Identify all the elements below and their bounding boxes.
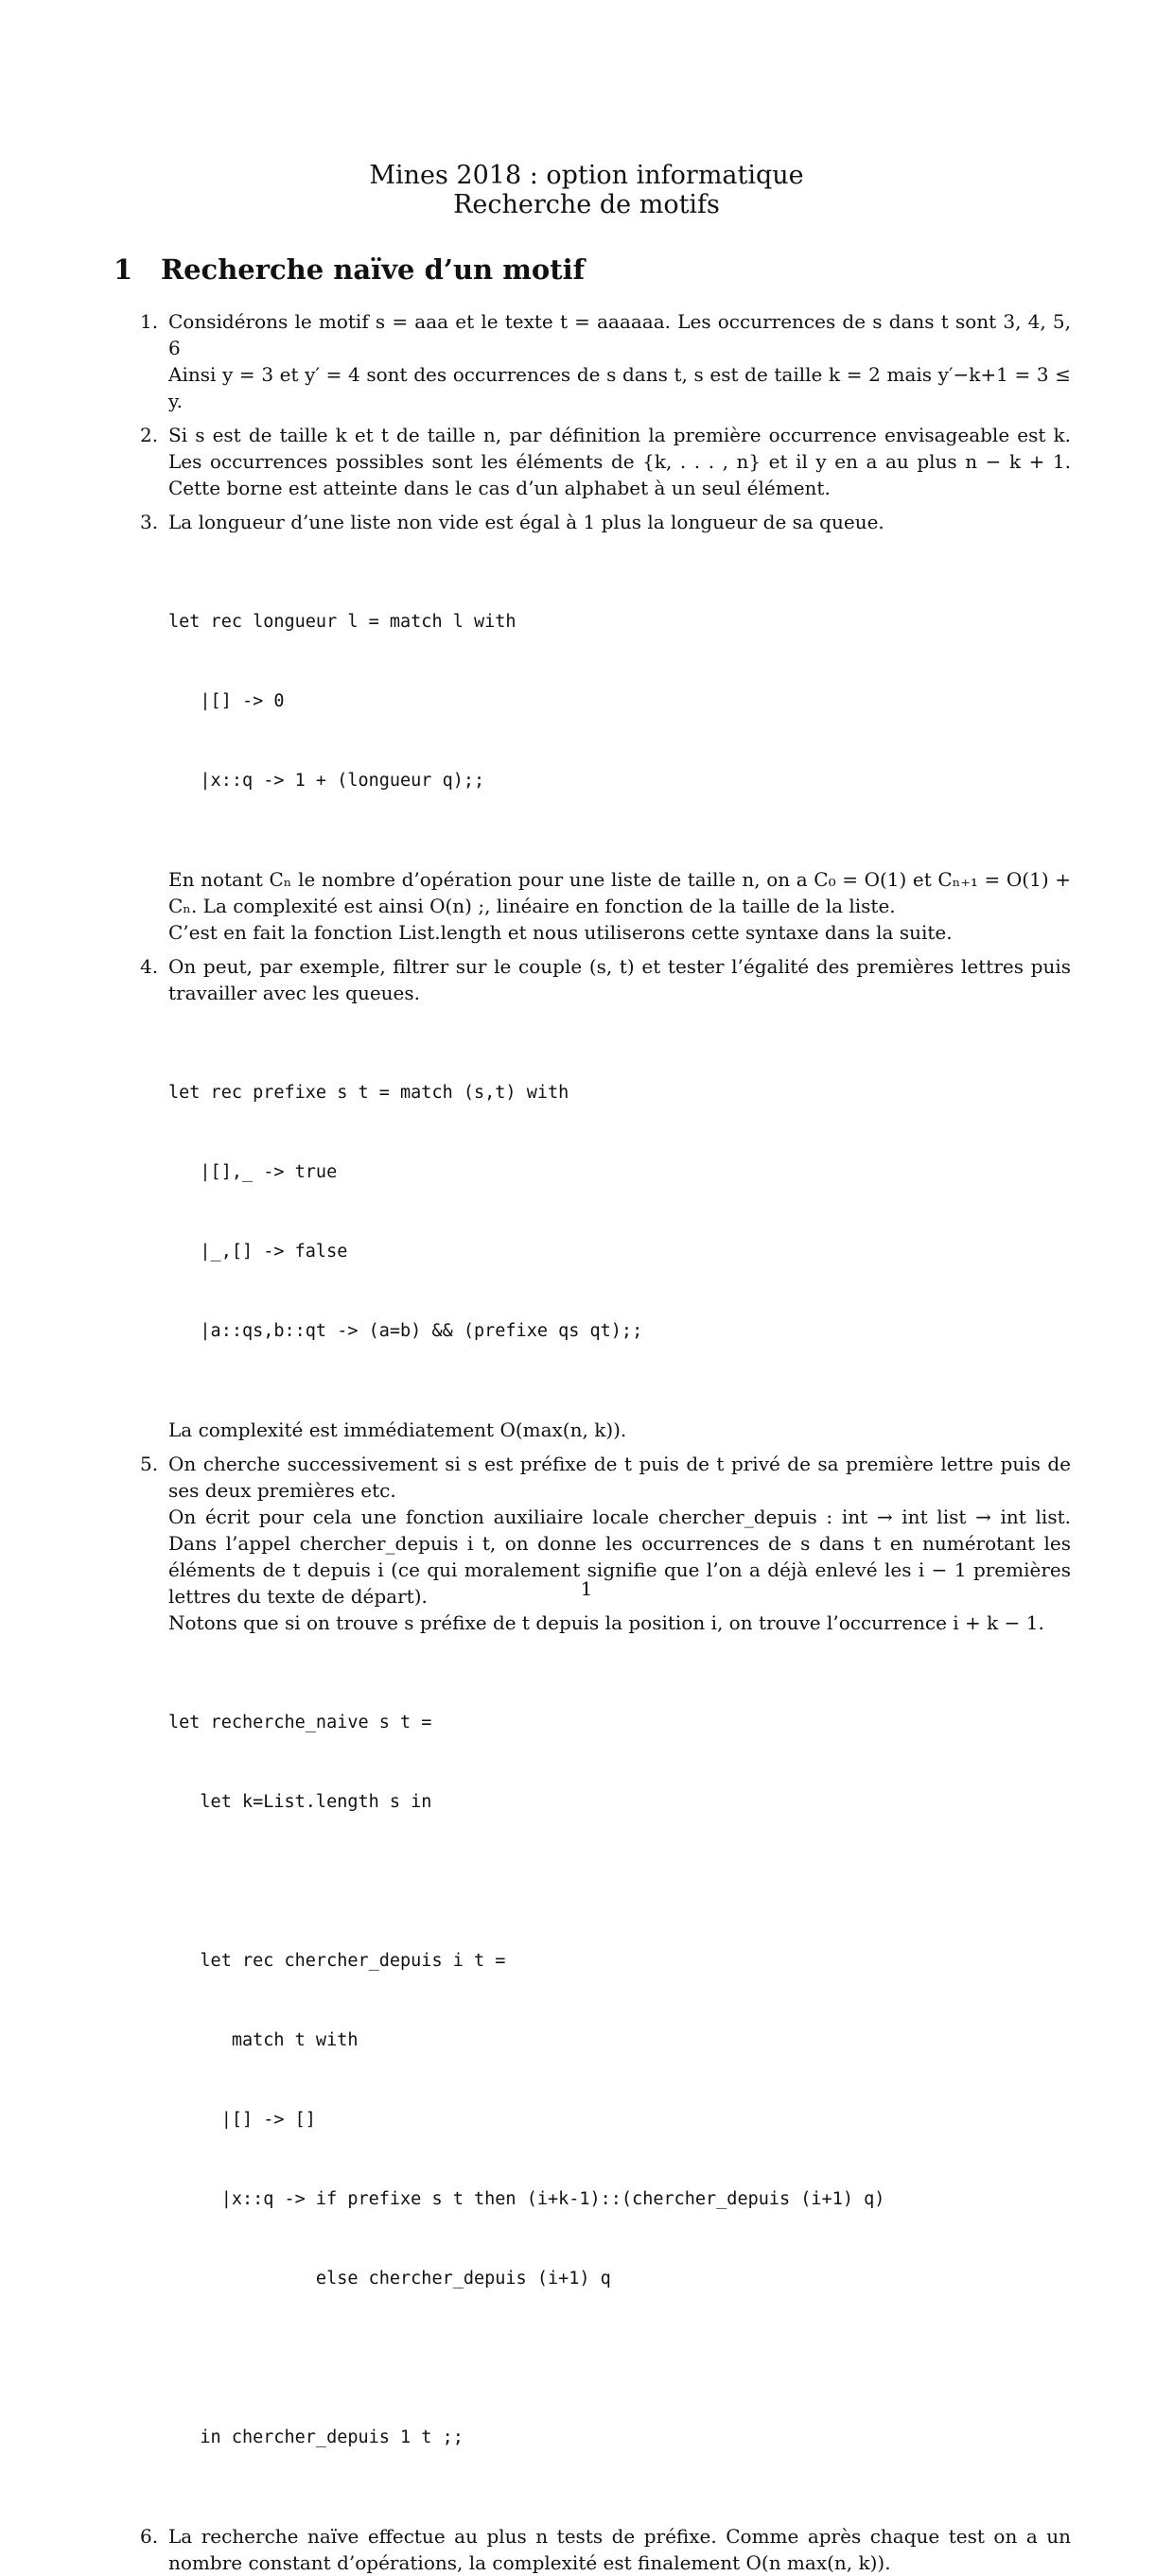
item-paragraph: Considérons le motif s = aaa et le texte t = aaaaaa. Les occurrences de s dans t sont 3, 4, 5, 6 bbox=[168, 310, 1071, 359]
code-line bbox=[168, 1869, 1071, 1895]
code-line: |x::q -> if prefixe s t then (i+k-1)::(chercher_depuis (i+1) q) bbox=[168, 2189, 885, 2209]
item-number: 1. bbox=[140, 310, 159, 333]
code-line: |a::qs,b::qt -> (a=b) && (prefixe qs qt);; bbox=[168, 1321, 643, 1341]
item-paragraph: La recherche naïve effectue au plus n tests de préfixe. Comme après chaque test on a un nombre constant d’opérations, la complexité est finalement O(n max(n, k)). bbox=[168, 2525, 1071, 2574]
code-line: let rec chercher_depuis i t = bbox=[168, 1951, 506, 1971]
code-line: let rec prefixe s t = match (s,t) with bbox=[168, 1083, 569, 1103]
code-block bbox=[168, 1027, 1071, 1398]
code-line: |x::q -> 1 + (longueur q);; bbox=[168, 771, 485, 791]
item-paragraph: Ainsi y = 3 et y′ = 4 sont des occurrences de s dans t, s est de taille k = 2 mais y′−k+1 = 3 ≤ y. bbox=[168, 363, 1071, 412]
code-line: let recherche_naive s t = bbox=[168, 1713, 432, 1732]
answer-item-1 bbox=[140, 308, 1071, 414]
section-title: Recherche naïve d’un motif bbox=[161, 253, 586, 286]
code-line: let rec longueur l = match l with bbox=[168, 612, 516, 632]
document-title bbox=[0, 161, 1173, 219]
answer-list bbox=[0, 308, 1173, 2576]
item-paragraph: On cherche successivement si s est préfixe de t puis de t privé de sa première lettre puis de ses deux premières etc. bbox=[168, 1453, 1071, 1502]
code-line: let k=List.length s in bbox=[168, 1792, 432, 1812]
answer-item-5 bbox=[140, 1451, 1071, 2504]
item-paragraph: C’est en fait la fonction List.length et nous utiliserons cette syntaxe dans la suite. bbox=[168, 921, 953, 944]
code-block bbox=[168, 556, 1071, 847]
item-number: 3. bbox=[140, 511, 159, 533]
item-paragraph: On écrit pour cela une fonction auxiliaire locale chercher_depuis : int → int list → int list. Dans l’appel chercher_depuis i t, on donne les occurrences de s dans t en numérotant les éléments de t depuis i (ce qui moralement signifie que l’on a déjà enlevé les i − 1 premières lettres du texte de départ). bbox=[168, 1506, 1071, 1608]
answer-item-6 bbox=[140, 2523, 1071, 2576]
item-paragraph: Notons que si on trouve s préfixe de t depuis la position i, on trouve l’occurrence i + k − 1. bbox=[168, 1611, 1044, 1634]
answer-item-3 bbox=[140, 509, 1071, 946]
code-line: |[] -> 0 bbox=[168, 691, 285, 711]
item-paragraph: La complexité est immédiatement O(max(n, k)). bbox=[168, 1419, 627, 1441]
code-line: match t with bbox=[168, 2030, 359, 2050]
code-line: |[],_ -> true bbox=[168, 1162, 338, 1182]
item-paragraph: La longueur d’une liste non vide est égal à 1 plus la longueur de sa queue. bbox=[168, 511, 884, 533]
title-line-1: Mines 2018 : option informatique bbox=[369, 161, 804, 190]
item-paragraph: En notant Cₙ le nombre d’opération pour une liste de taille n, on a C₀ = O(1) et Cₙ₊₁ = O(1) + Cₙ. La complexité est ainsi O(n) ;, linéaire en fonction de la taille de la liste. bbox=[168, 868, 1071, 917]
item-number: 6. bbox=[140, 2525, 159, 2548]
section-number: 1 bbox=[114, 253, 133, 286]
code-line: else chercher_depuis (i+1) q bbox=[168, 2269, 611, 2289]
section-heading bbox=[114, 253, 585, 286]
code-line: |[] -> [] bbox=[168, 2110, 316, 2130]
code-line: |_,[] -> false bbox=[168, 1242, 348, 1262]
code-line: in chercher_depuis 1 t ;; bbox=[168, 2428, 464, 2447]
item-number: 2. bbox=[140, 424, 159, 446]
title-line-2: Recherche de motifs bbox=[453, 190, 720, 219]
item-paragraph: Si s est de taille k et t de taille n, par définition la première occurrence envisageable est k. Les occurrences possibles sont les éléments de {k, . . . , n} et il y en a au plus n − k + 1. Cette borne est atteinte dans le cas d’un alphabet à un seul élément. bbox=[168, 424, 1071, 499]
item-number: 4. bbox=[140, 955, 159, 978]
item-number: 5. bbox=[140, 1453, 159, 1475]
code-line bbox=[168, 2345, 1071, 2372]
code-block bbox=[168, 1657, 1071, 2504]
answer-item-4 bbox=[140, 953, 1071, 1443]
item-paragraph: On peut, par exemple, filtrer sur le couple (s, t) et tester l’égalité des premières lettres puis travailler avec les queues. bbox=[168, 955, 1071, 1004]
page-number: 1 bbox=[580, 1577, 593, 1600]
answer-item-2 bbox=[140, 422, 1071, 501]
